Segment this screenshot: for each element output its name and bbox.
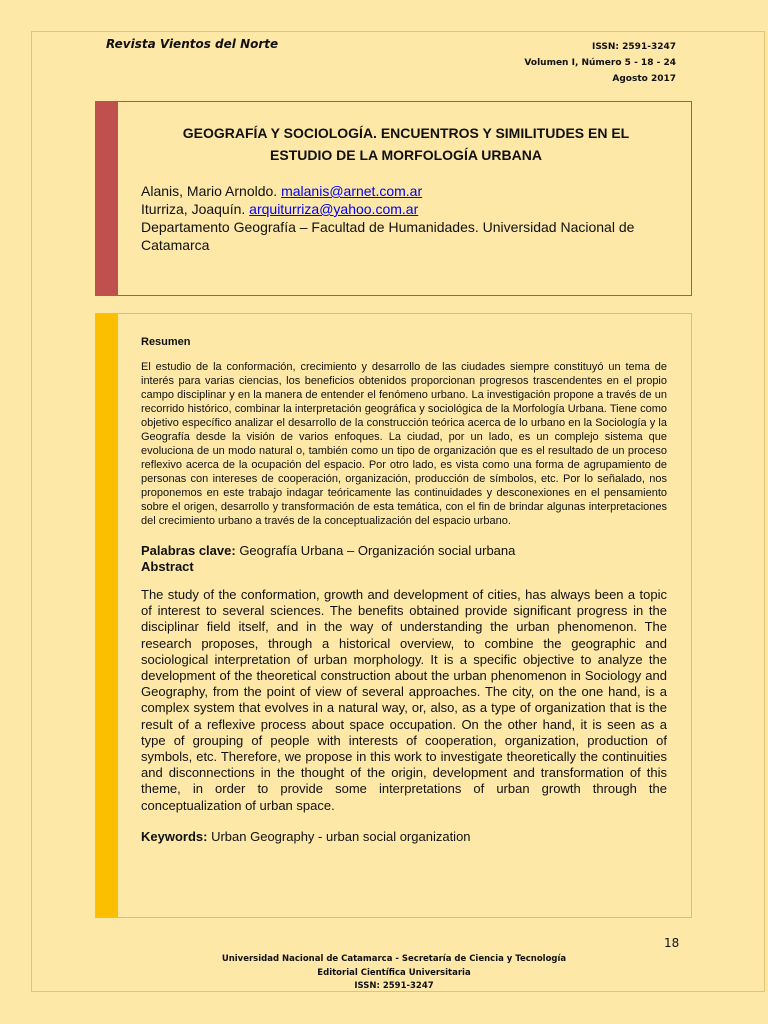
abstract-content: [141, 336, 667, 844]
authors-block: [141, 182, 671, 254]
volume-info: Volumen I, Número 5 - 18 - 24: [524, 58, 676, 68]
abstract-text: The study of the conformation, growth and development of cities, has always been a topic of interest to several sciences. The benefits obtained provide significant progress in the disciplinar field itself, and in the way of understanding the urban phenomenon. The research proposes, through a historical overview, to combine the geographic and sociological interpretation of urban morphology. It is a specific objective to analyze the development of the theoretical construction about the urban phenomenon in Sociology and Geography, from the point of view of several approaches. The city, on the one hand, is a complex system that evolves in a natural way, or, also, as a type of organization that is the result of a reflexive process about space occupation. On the other hand, it is seen as a type of grouping of people with interests of cooperation, organization, production of symbols, etc. Therefore, we propose in this work to investigate theoretically the continuities and disconnections in the thought of the origin, development and transformation of this theme, in order to provide some interpretations of urban growth through the conceptualization of urban space.: [141, 587, 667, 813]
author-1-email-link[interactable]: malanis@arnet.com.ar: [281, 183, 423, 199]
keywords: [141, 829, 667, 844]
author-2-email-link[interactable]: arquiturriza@yahoo.com.ar: [249, 201, 419, 217]
affiliation: Departamento Geografía – Facultad de Humanidades. Universidad Nacional de Catamarca: [141, 219, 635, 253]
resumen-text: El estudio de la conformación, crecimiento y desarrollo de las ciudades siempre constituyó un tema de interés para varias ciencias, los beneficios obtenidos proporcionan progresos trascendentes en el propio campo disciplinar y en la manera de entender el fenómeno urbano. La investigación propone a través de un recorrido histórico, combinar la interpretación geográfica y sociológica de la Morfología Urbana. Tiene como objetivo específico analizar el desarrollo de la construcción teórica acerca de lo urbano en la Sociología y la Geografía desde la visión de varios enfoques. La ciudad, por un lado, es un complejo sistema que evoluciona de un modo natural o, también como un tipo de organización que es el resultado de un proceso reflexivo acerca de la ocupación del espacio. Por otro lado, es vista como una forma de agrupamiento de personas con intereses de cooperación, organización, producción de símbolos, etc. Por lo señalado, nos proponemos en este trabajo indagar teóricamente las continuidades y desconexiones en el pensamiento sobre el origen, desarrollo y transformación de esta temática, con el fin de brindar algunas interpretaciones del crecimiento urbano a través de la conceptualización del espacio urbano.: [141, 361, 667, 527]
palabras-clave: [141, 543, 667, 559]
palabras-clave-value: Geografía Urbana – Organización social urbana: [239, 543, 516, 558]
author-2-name: Iturriza, Joaquín.: [141, 201, 246, 217]
author-1-name: Alanis, Mario Arnoldo.: [141, 183, 278, 199]
page-number: 18: [664, 936, 680, 950]
article-title-line1: GEOGRAFÍA Y SOCIOLOGÍA. ENCUENTROS Y SIMILITUDES EN EL: [182, 125, 630, 141]
article-title-line2: ESTUDIO DE LA MORFOLOGÍA URBANA: [270, 147, 542, 163]
issue-date: Agosto 2017: [612, 74, 676, 84]
author-2: [141, 200, 671, 218]
title-box: [95, 101, 692, 296]
issn-block: [524, 39, 676, 87]
footer-line3: ISSN: 2591-3247: [354, 981, 434, 991]
footer-line2: Editorial Científica Universitaria: [317, 967, 471, 978]
resumen-heading: Resumen: [141, 336, 191, 348]
footer: [0, 953, 768, 994]
issn-header: ISSN: 2591-3247: [591, 42, 676, 52]
abstract-box: [95, 313, 692, 918]
footer-line1: Universidad Nacional de Catamarca - Secretaría de Ciencia y Tecnología: [221, 954, 567, 964]
author-1: [141, 182, 671, 200]
keywords-value: Urban Geography - urban social organization: [211, 828, 471, 844]
article-title: [141, 122, 671, 166]
keywords-label: Keywords:: [141, 828, 208, 844]
abstract-heading: Abstract: [141, 559, 194, 574]
palabras-clave-label: Palabras clave:: [141, 543, 236, 558]
abstract-accent-bar: [96, 314, 118, 917]
journal-title: Revista Vientos del Norte: [106, 37, 279, 51]
title-accent-bar: [96, 102, 118, 295]
